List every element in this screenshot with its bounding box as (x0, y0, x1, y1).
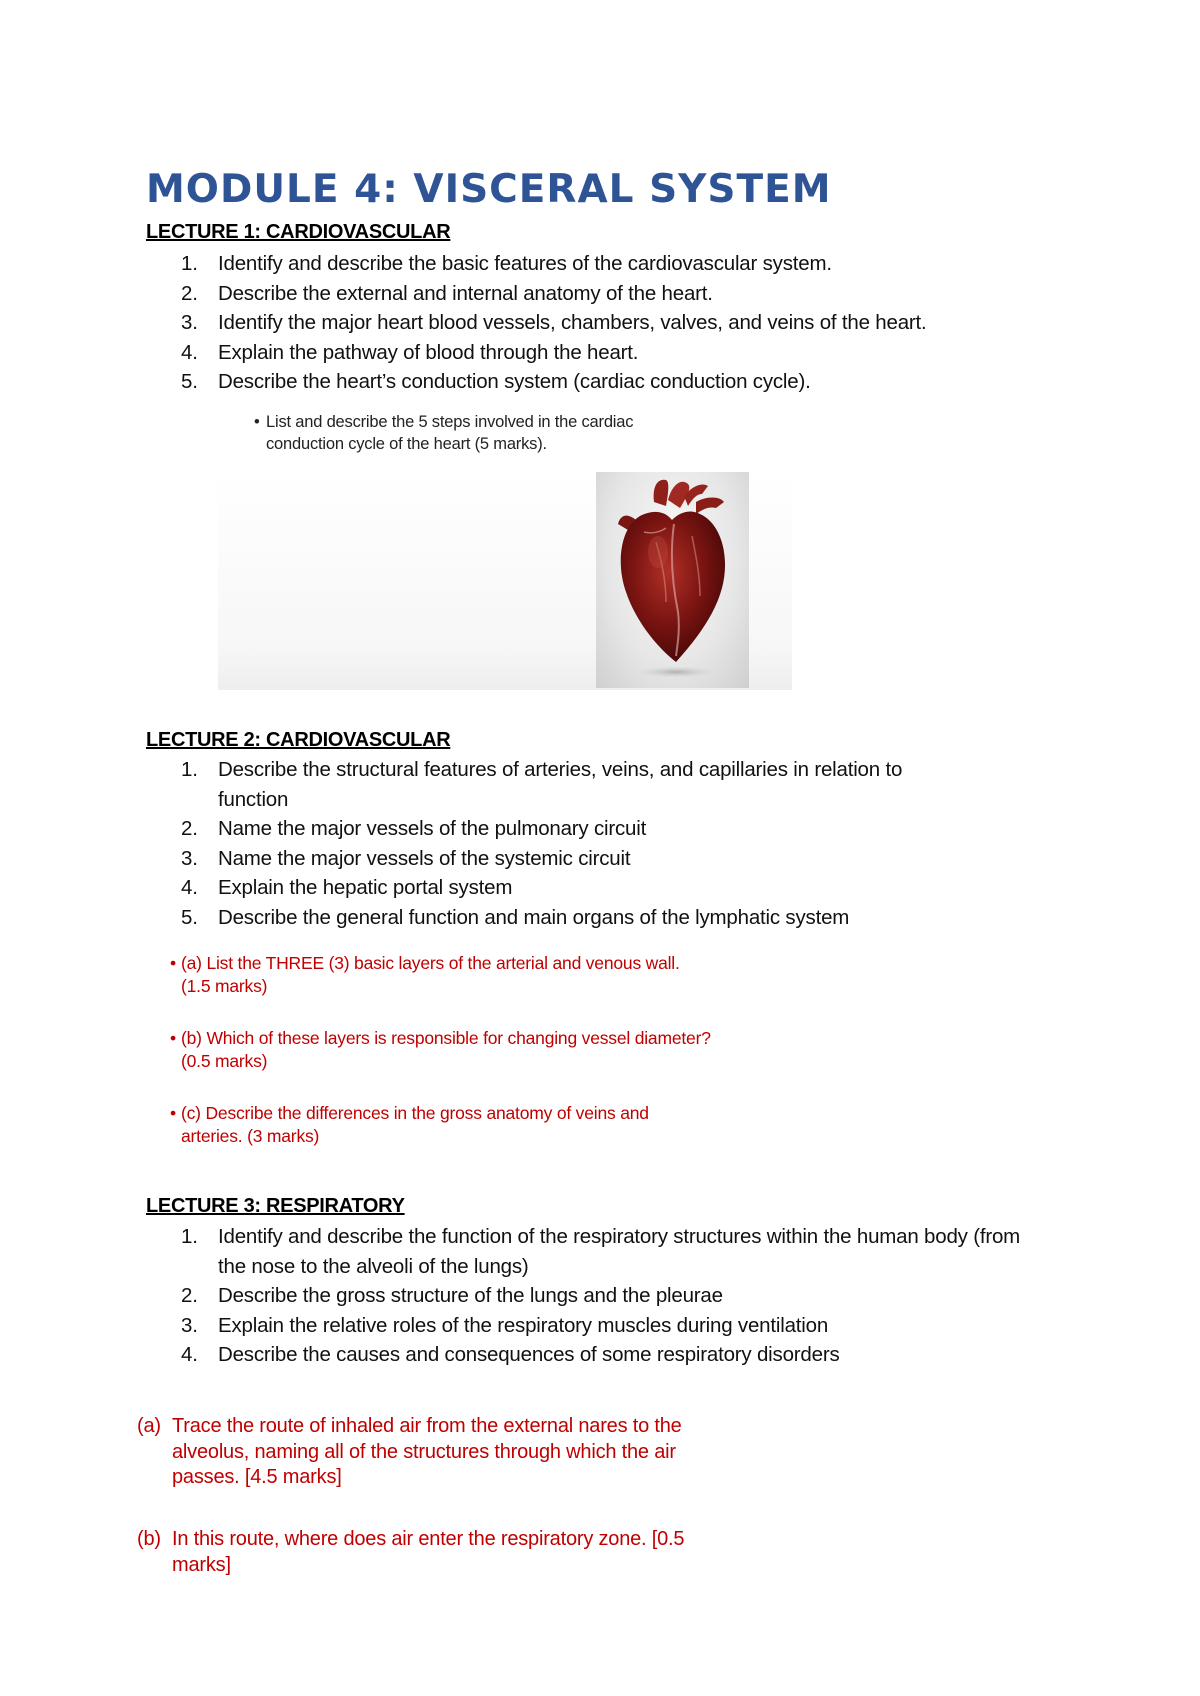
heart-image (596, 472, 749, 688)
lecture-1-exam-note (254, 411, 634, 455)
item-text: Name the major vessels of the pulmonary circuit (218, 817, 647, 840)
question-line: (b) Which of these layers is responsible for changing vessel diameter? (181, 1028, 711, 1048)
lecture-2-question-a (170, 952, 801, 998)
list-item (146, 903, 1046, 933)
item-number: 1. (181, 1225, 198, 1248)
note-line: conduction cycle of the heart (5 marks). (266, 435, 547, 453)
question-marks: (0.5 marks) (181, 1051, 268, 1071)
item-number: 2. (181, 817, 198, 840)
question-label: (a) (137, 1415, 161, 1437)
item-number: 4. (181, 876, 198, 899)
list-item (146, 873, 1046, 903)
list-item (146, 367, 1046, 397)
item-number: 5. (181, 370, 198, 393)
list-item (146, 308, 1046, 338)
lecture-1-heading: LECTURE 1: CARDIOVASCULAR (146, 221, 451, 243)
item-text: Describe the external and internal anatomy of the heart. (218, 281, 713, 305)
bullet: • (170, 1103, 176, 1123)
list-item (146, 249, 1046, 279)
item-number: 1. (181, 758, 198, 781)
item-number: 3. (181, 1313, 198, 1337)
bullet: • (170, 1028, 176, 1048)
list-item (146, 1311, 1046, 1341)
list-item (146, 1281, 1046, 1311)
question-text: Trace the route of inhaled air from the external nares to the alveolus, naming all of the structures through which the air passes. [4.5 marks] (172, 1415, 682, 1488)
item-number: 2. (181, 1284, 198, 1307)
question-label: (b) (137, 1528, 161, 1550)
question-line: (a) List the THREE (3) basic layers of the arterial and venous wall. (181, 953, 680, 973)
item-number: 4. (181, 340, 198, 364)
item-number: 5. (181, 905, 198, 929)
list-item (146, 1222, 1038, 1281)
item-text: Identify the major heart blood vessels, chambers, valves, and veins of the heart. (218, 311, 927, 334)
lecture-3-question-a (137, 1414, 742, 1491)
lecture-2-heading: LECTURE 2: CARDIOVASCULAR (146, 729, 451, 751)
question-line: (c) Describe the differences in the gross anatomy of veins and (181, 1103, 649, 1123)
lecture-3-question-b (137, 1527, 742, 1578)
question-text: In this route, where does air enter the respiratory zone. [0.5 marks] (172, 1528, 685, 1576)
list-item (146, 814, 1046, 844)
list-item (146, 279, 1046, 309)
bullet: • (254, 413, 260, 431)
lecture-1-objectives (146, 249, 1046, 397)
item-text: Explain the pathway of blood through the heart. (218, 340, 639, 364)
item-text: Describe the gross structure of the lungs and the pleurae (218, 1284, 723, 1307)
item-text: Describe the heart’s conduction system (cardiac conduction cycle). (218, 370, 811, 393)
item-text: Describe the structural features of arteries, veins, and capillaries in relation to function (218, 758, 903, 811)
item-text: Identify and describe the function of the respiratory structures within the human body (from the nose to the alveoli of the lungs) (218, 1225, 1021, 1278)
lecture-2-question-c (170, 1102, 801, 1148)
question-marks: arteries. (3 marks) (181, 1126, 320, 1146)
page-title: MODULE 4: VISCERAL SYSTEM (146, 167, 832, 212)
list-item (146, 844, 1046, 874)
list-item (146, 338, 1046, 368)
lecture-2-question-b (170, 1027, 801, 1073)
item-number: 2. (181, 281, 198, 305)
lecture-3-heading: LECTURE 3: RESPIRATORY (146, 1195, 405, 1217)
question-marks: (1.5 marks) (181, 976, 268, 996)
item-text: Identify and describe the basic features of the cardiovascular system. (218, 252, 832, 275)
list-item (146, 1340, 1046, 1370)
item-number: 3. (181, 846, 198, 870)
item-text: Name the major vessels of the systemic circuit (218, 846, 631, 870)
item-text: Explain the relative roles of the respiratory muscles during ventilation (218, 1313, 829, 1337)
bullet: • (170, 953, 176, 973)
list-item (146, 755, 938, 814)
item-text: Explain the hepatic portal system (218, 876, 513, 899)
item-number: 3. (181, 311, 198, 334)
lecture-2-objectives (146, 755, 1046, 932)
item-text: Describe the causes and consequences of some respiratory disorders (218, 1343, 840, 1366)
item-text: Describe the general function and main organs of the lymphatic system (218, 905, 850, 929)
item-number: 4. (181, 1343, 198, 1366)
heart-illustration (596, 472, 749, 688)
note-line: List and describe the 5 steps involved in the cardiac (266, 413, 634, 431)
lecture-3-objectives (146, 1222, 1046, 1370)
item-number: 1. (181, 252, 198, 275)
